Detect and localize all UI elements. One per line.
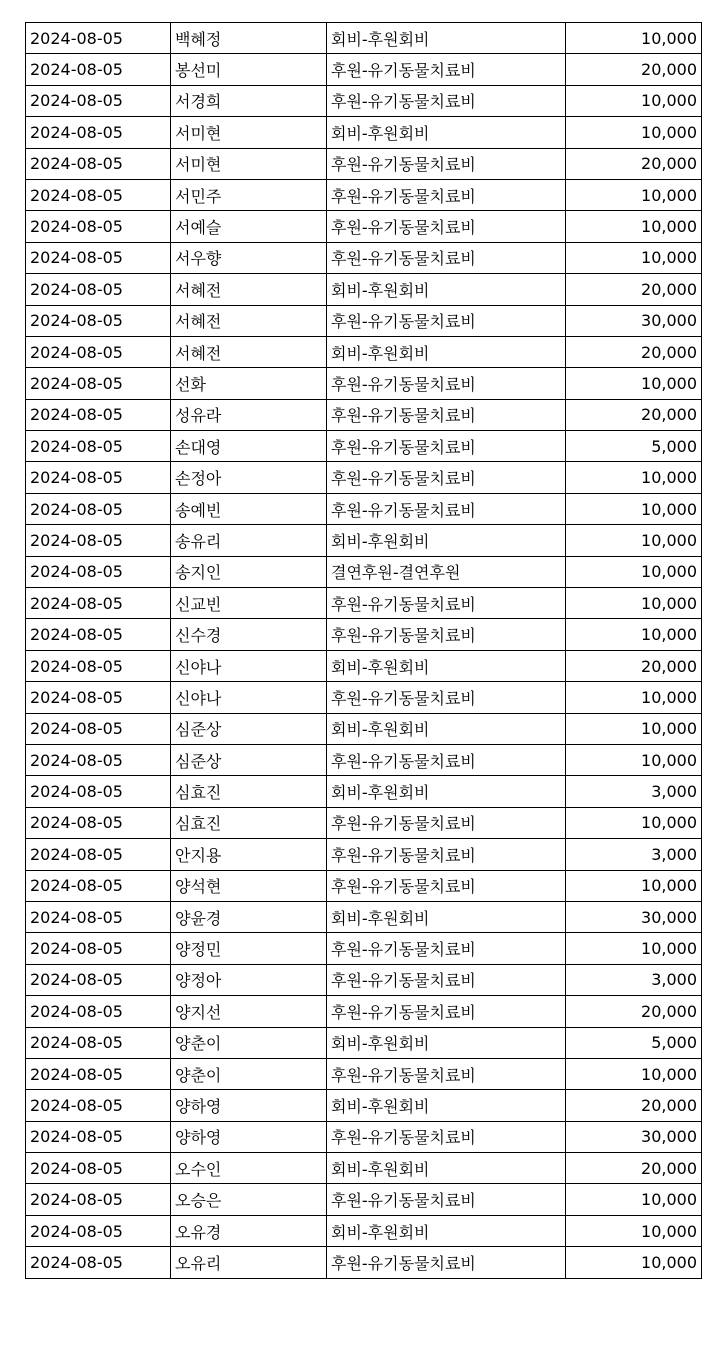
donor-name-cell: 성유라	[171, 399, 327, 430]
table-row	[26, 179, 702, 210]
date-cell: 2024-08-05	[26, 839, 171, 870]
donor-name-cell: 신야나	[171, 682, 327, 713]
amount-cell: 20,000	[566, 1090, 702, 1121]
donor-name-cell: 서예슬	[171, 211, 327, 242]
date-cell: 2024-08-05	[26, 1215, 171, 1246]
donor-name-cell: 양지선	[171, 996, 327, 1027]
donation-type-cell: 후원-유기동물치료비	[327, 1184, 566, 1215]
table-row	[26, 556, 702, 587]
donation-type-cell: 회비-후원회비	[327, 901, 566, 932]
donation-type-cell: 후원-유기동물치료비	[327, 431, 566, 462]
donor-name-cell: 손정아	[171, 462, 327, 493]
amount-cell: 10,000	[566, 556, 702, 587]
table-row	[26, 54, 702, 85]
donation-type-cell: 후원-유기동물치료비	[327, 399, 566, 430]
amount-cell: 10,000	[566, 1184, 702, 1215]
date-cell: 2024-08-05	[26, 1058, 171, 1089]
amount-cell: 3,000	[566, 964, 702, 995]
table-row	[26, 996, 702, 1027]
date-cell: 2024-08-05	[26, 1184, 171, 1215]
amount-cell: 10,000	[566, 619, 702, 650]
date-cell: 2024-08-05	[26, 650, 171, 681]
donor-name-cell: 안지용	[171, 839, 327, 870]
amount-cell: 20,000	[566, 996, 702, 1027]
table-row	[26, 744, 702, 775]
amount-cell: 5,000	[566, 1027, 702, 1058]
donation-type-cell: 후원-유기동물치료비	[327, 933, 566, 964]
table-row	[26, 650, 702, 681]
date-cell: 2024-08-05	[26, 117, 171, 148]
donation-type-cell: 회비-후원회비	[327, 776, 566, 807]
donation-type-cell: 후원-유기동물치료비	[327, 996, 566, 1027]
donation-type-cell: 회비-후원회비	[327, 525, 566, 556]
donation-type-cell: 후원-유기동물치료비	[327, 807, 566, 838]
date-cell: 2024-08-05	[26, 713, 171, 744]
donation-type-cell: 후원-유기동물치료비	[327, 462, 566, 493]
donation-type-cell: 회비-후원회비	[327, 1153, 566, 1184]
donor-name-cell: 서미현	[171, 117, 327, 148]
donation-type-cell: 후원-유기동물치료비	[327, 682, 566, 713]
table-row	[26, 85, 702, 116]
amount-cell: 10,000	[566, 525, 702, 556]
date-cell: 2024-08-05	[26, 179, 171, 210]
table-row	[26, 305, 702, 336]
donor-name-cell: 송유리	[171, 525, 327, 556]
table-row	[26, 1215, 702, 1246]
amount-cell: 3,000	[566, 839, 702, 870]
amount-cell: 30,000	[566, 1121, 702, 1152]
amount-cell: 10,000	[566, 242, 702, 273]
donor-name-cell: 서우향	[171, 242, 327, 273]
table-row	[26, 23, 702, 54]
donor-name-cell: 백혜정	[171, 23, 327, 54]
donation-type-cell: 후원-유기동물치료비	[327, 368, 566, 399]
amount-cell: 30,000	[566, 305, 702, 336]
donation-type-cell: 회비-후원회비	[327, 713, 566, 744]
date-cell: 2024-08-05	[26, 619, 171, 650]
amount-cell: 3,000	[566, 776, 702, 807]
table-row	[26, 117, 702, 148]
amount-cell: 20,000	[566, 336, 702, 367]
table-row	[26, 1153, 702, 1184]
donor-name-cell: 봉선미	[171, 54, 327, 85]
amount-cell: 10,000	[566, 1247, 702, 1278]
table-row	[26, 839, 702, 870]
donor-name-cell: 양하영	[171, 1090, 327, 1121]
date-cell: 2024-08-05	[26, 1090, 171, 1121]
table-row	[26, 1184, 702, 1215]
donation-type-cell: 후원-유기동물치료비	[327, 870, 566, 901]
donor-name-cell: 오유경	[171, 1215, 327, 1246]
donation-type-cell: 회비-후원회비	[327, 336, 566, 367]
date-cell: 2024-08-05	[26, 462, 171, 493]
table-row	[26, 1058, 702, 1089]
amount-cell: 10,000	[566, 682, 702, 713]
amount-cell: 30,000	[566, 901, 702, 932]
donor-name-cell: 송지인	[171, 556, 327, 587]
donor-name-cell: 양석현	[171, 870, 327, 901]
table-row	[26, 807, 702, 838]
amount-cell: 10,000	[566, 211, 702, 242]
donation-type-cell: 후원-유기동물치료비	[327, 211, 566, 242]
donation-type-cell: 회비-후원회비	[327, 23, 566, 54]
table-row	[26, 1121, 702, 1152]
donor-name-cell: 손대영	[171, 431, 327, 462]
date-cell: 2024-08-05	[26, 85, 171, 116]
table-row	[26, 1090, 702, 1121]
donation-type-cell: 후원-유기동물치료비	[327, 54, 566, 85]
date-cell: 2024-08-05	[26, 399, 171, 430]
donor-name-cell: 오유리	[171, 1247, 327, 1278]
date-cell: 2024-08-05	[26, 964, 171, 995]
donation-type-cell: 후원-유기동물치료비	[327, 1247, 566, 1278]
donation-type-cell: 후원-유기동물치료비	[327, 305, 566, 336]
donation-type-cell: 후원-유기동물치료비	[327, 493, 566, 524]
donor-name-cell: 양윤경	[171, 901, 327, 932]
date-cell: 2024-08-05	[26, 901, 171, 932]
date-cell: 2024-08-05	[26, 305, 171, 336]
table-row	[26, 588, 702, 619]
donor-name-cell: 양춘이	[171, 1027, 327, 1058]
date-cell: 2024-08-05	[26, 744, 171, 775]
donor-name-cell: 심효진	[171, 807, 327, 838]
date-cell: 2024-08-05	[26, 870, 171, 901]
amount-cell: 10,000	[566, 807, 702, 838]
date-cell: 2024-08-05	[26, 525, 171, 556]
donation-type-cell: 후원-유기동물치료비	[327, 1058, 566, 1089]
table-row	[26, 493, 702, 524]
donor-name-cell: 서미현	[171, 148, 327, 179]
amount-cell: 20,000	[566, 1153, 702, 1184]
donation-type-cell: 후원-유기동물치료비	[327, 1121, 566, 1152]
table-row	[26, 211, 702, 242]
donation-type-cell: 후원-유기동물치료비	[327, 839, 566, 870]
date-cell: 2024-08-05	[26, 148, 171, 179]
table-row	[26, 274, 702, 305]
donor-name-cell: 심효진	[171, 776, 327, 807]
amount-cell: 20,000	[566, 650, 702, 681]
amount-cell: 20,000	[566, 148, 702, 179]
date-cell: 2024-08-05	[26, 23, 171, 54]
date-cell: 2024-08-05	[26, 242, 171, 273]
amount-cell: 10,000	[566, 870, 702, 901]
amount-cell: 10,000	[566, 462, 702, 493]
amount-cell: 20,000	[566, 274, 702, 305]
table-row	[26, 242, 702, 273]
donor-name-cell: 신야나	[171, 650, 327, 681]
donor-name-cell: 양춘이	[171, 1058, 327, 1089]
amount-cell: 10,000	[566, 933, 702, 964]
table-row	[26, 933, 702, 964]
table-row	[26, 525, 702, 556]
date-cell: 2024-08-05	[26, 368, 171, 399]
donor-name-cell: 서민주	[171, 179, 327, 210]
date-cell: 2024-08-05	[26, 274, 171, 305]
donor-name-cell: 서혜전	[171, 305, 327, 336]
donation-type-cell: 후원-유기동물치료비	[327, 148, 566, 179]
date-cell: 2024-08-05	[26, 431, 171, 462]
date-cell: 2024-08-05	[26, 588, 171, 619]
date-cell: 2024-08-05	[26, 556, 171, 587]
amount-cell: 10,000	[566, 85, 702, 116]
donor-name-cell: 서혜전	[171, 274, 327, 305]
donation-type-cell: 후원-유기동물치료비	[327, 588, 566, 619]
ledger-body	[26, 23, 702, 1279]
table-row	[26, 431, 702, 462]
table-row	[26, 682, 702, 713]
table-row	[26, 368, 702, 399]
table-row	[26, 462, 702, 493]
donation-type-cell: 후원-유기동물치료비	[327, 242, 566, 273]
amount-cell: 10,000	[566, 713, 702, 744]
donor-name-cell: 심준상	[171, 713, 327, 744]
date-cell: 2024-08-05	[26, 933, 171, 964]
donation-type-cell: 후원-유기동물치료비	[327, 619, 566, 650]
donor-name-cell: 선화	[171, 368, 327, 399]
donation-type-cell: 회비-후원회비	[327, 274, 566, 305]
date-cell: 2024-08-05	[26, 1027, 171, 1058]
donation-type-cell: 회비-후원회비	[327, 650, 566, 681]
table-row	[26, 336, 702, 367]
donor-name-cell: 심준상	[171, 744, 327, 775]
table-row	[26, 870, 702, 901]
table-row	[26, 1247, 702, 1278]
donation-type-cell: 후원-유기동물치료비	[327, 179, 566, 210]
donor-name-cell: 신수경	[171, 619, 327, 650]
amount-cell: 20,000	[566, 399, 702, 430]
date-cell: 2024-08-05	[26, 1121, 171, 1152]
donor-name-cell: 신교빈	[171, 588, 327, 619]
donation-type-cell: 후원-유기동물치료비	[327, 85, 566, 116]
donation-type-cell: 결연후원-결연후원	[327, 556, 566, 587]
amount-cell: 10,000	[566, 588, 702, 619]
amount-cell: 10,000	[566, 368, 702, 399]
date-cell: 2024-08-05	[26, 682, 171, 713]
date-cell: 2024-08-05	[26, 336, 171, 367]
donor-name-cell: 오수인	[171, 1153, 327, 1184]
date-cell: 2024-08-05	[26, 493, 171, 524]
amount-cell: 10,000	[566, 744, 702, 775]
amount-cell: 10,000	[566, 23, 702, 54]
donor-name-cell: 서혜전	[171, 336, 327, 367]
amount-cell: 5,000	[566, 431, 702, 462]
date-cell: 2024-08-05	[26, 54, 171, 85]
table-row	[26, 619, 702, 650]
donor-name-cell: 양정민	[171, 933, 327, 964]
table-row	[26, 964, 702, 995]
donor-name-cell: 송예빈	[171, 493, 327, 524]
table-row	[26, 399, 702, 430]
table-row	[26, 148, 702, 179]
date-cell: 2024-08-05	[26, 807, 171, 838]
amount-cell: 10,000	[566, 1058, 702, 1089]
donation-type-cell: 후원-유기동물치료비	[327, 744, 566, 775]
donation-type-cell: 회비-후원회비	[327, 117, 566, 148]
date-cell: 2024-08-05	[26, 1153, 171, 1184]
donation-type-cell: 회비-후원회비	[327, 1215, 566, 1246]
donation-ledger-table	[25, 22, 702, 1279]
table-row	[26, 901, 702, 932]
donor-name-cell: 오승은	[171, 1184, 327, 1215]
date-cell: 2024-08-05	[26, 1247, 171, 1278]
amount-cell: 10,000	[566, 117, 702, 148]
date-cell: 2024-08-05	[26, 996, 171, 1027]
table-row	[26, 776, 702, 807]
donation-type-cell: 회비-후원회비	[327, 1027, 566, 1058]
donor-name-cell: 양정아	[171, 964, 327, 995]
date-cell: 2024-08-05	[26, 776, 171, 807]
amount-cell: 20,000	[566, 54, 702, 85]
amount-cell: 10,000	[566, 179, 702, 210]
amount-cell: 10,000	[566, 493, 702, 524]
table-row	[26, 1027, 702, 1058]
donor-name-cell: 양하영	[171, 1121, 327, 1152]
table-row	[26, 713, 702, 744]
donation-type-cell: 후원-유기동물치료비	[327, 964, 566, 995]
date-cell: 2024-08-05	[26, 211, 171, 242]
amount-cell: 10,000	[566, 1215, 702, 1246]
donation-type-cell: 회비-후원회비	[327, 1090, 566, 1121]
donor-name-cell: 서경희	[171, 85, 327, 116]
